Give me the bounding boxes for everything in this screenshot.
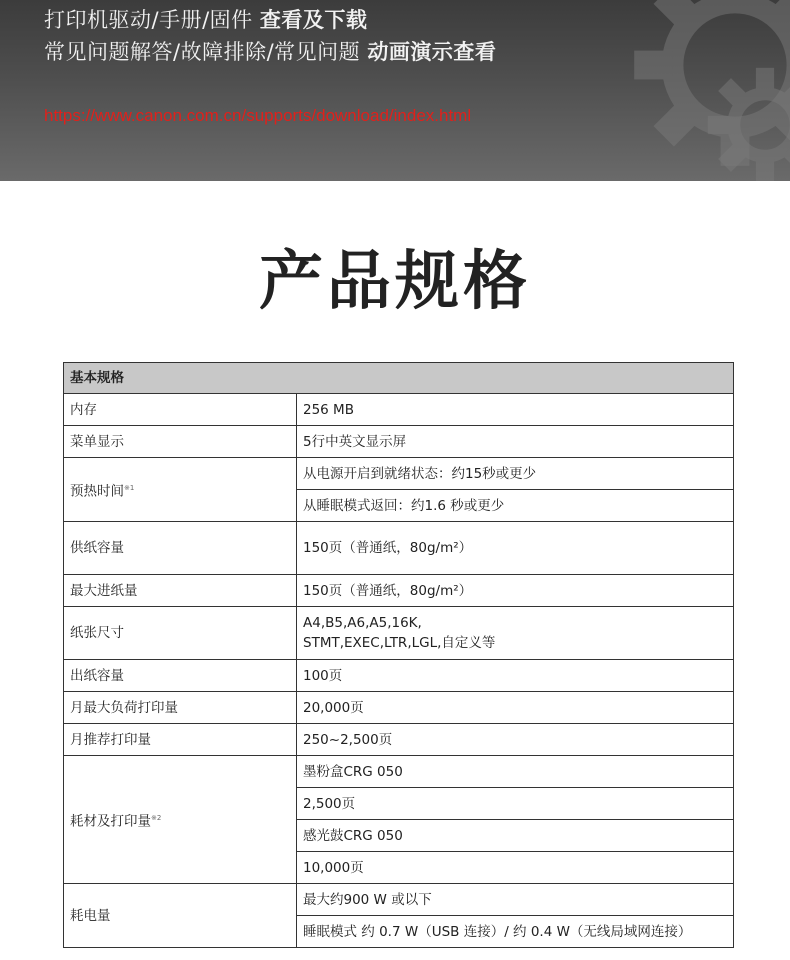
warmup-label: 预热时间: [70, 483, 124, 500]
support-url[interactable]: https://www.canon.com.cn/supports/download/index.html: [44, 106, 472, 125]
row-value: 250~2,500页: [297, 724, 734, 756]
row-key-consumables: [64, 756, 297, 884]
row-value: 从电源开启到就绪状态：约15秒或更少: [297, 458, 734, 490]
consumables-label: 耗材及打印量: [70, 813, 151, 830]
table-row: [64, 724, 734, 756]
spec-table: [63, 362, 734, 948]
table-row: [64, 607, 734, 660]
table-row: [64, 458, 734, 490]
row-value: 150页（普通纸，80g/m²）: [297, 575, 734, 607]
row-key: 月推荐打印量: [64, 724, 297, 756]
row-value: 从睡眠模式返回：约1.6 秒或更少: [297, 490, 734, 522]
table-row: [64, 426, 734, 458]
row-value: 墨粉盒CRG 050: [297, 756, 734, 788]
banner-drivers-link[interactable]: 查看及下载: [259, 8, 368, 32]
row-key: 供纸容量: [64, 522, 297, 575]
table-row: [64, 522, 734, 575]
row-value: 256 MB: [297, 394, 734, 426]
table-row: [64, 660, 734, 692]
row-value: 感光鼓CRG 050: [297, 820, 734, 852]
table-row: [64, 884, 734, 916]
row-key: 月最大负荷打印量: [64, 692, 297, 724]
row-value: 150页（普通纸，80g/m²）: [297, 522, 734, 575]
row-value: 10,000页: [297, 852, 734, 884]
banner-faq-text: 常见问题解答/故障排除/常见问题: [44, 40, 368, 64]
footnote-marker: ※1: [124, 483, 135, 492]
row-value: 5行中英文显示屏: [297, 426, 734, 458]
banner-drivers-text: 打印机驱动/手册/固件: [44, 8, 260, 32]
top-banner: [0, 0, 790, 181]
row-value: 2,500页: [297, 788, 734, 820]
row-key: 耗电量: [64, 884, 297, 948]
gear-icon: [700, 60, 790, 181]
row-value: 最大约900 W 或以下: [297, 884, 734, 916]
row-key: 出纸容量: [64, 660, 297, 692]
table-row: [64, 394, 734, 426]
row-value-paper-size: [297, 607, 734, 660]
row-key: 最大进纸量: [64, 575, 297, 607]
banner-line-faq: [44, 36, 496, 66]
table-row: [64, 692, 734, 724]
row-value: 睡眠模式 约 0.7 W（USB 连接）/ 约 0.4 W（无线局域网连接）: [297, 916, 734, 948]
table-row: [64, 756, 734, 788]
table-row: [64, 575, 734, 607]
row-key: 内存: [64, 394, 297, 426]
row-key-warmup: [64, 458, 297, 522]
row-key: 菜单显示: [64, 426, 297, 458]
row-key: 纸张尺寸: [64, 607, 297, 660]
row-value: 100页: [297, 660, 734, 692]
table-header-row: [64, 363, 734, 394]
banner-line-drivers: [44, 4, 367, 34]
paper-size-line: A4,B5,A6,A5,16K,: [303, 615, 422, 631]
footnote-marker: ※2: [151, 813, 162, 822]
table-header: 基本规格: [64, 363, 734, 394]
row-value: 20,000页: [297, 692, 734, 724]
banner-faq-link[interactable]: 动画演示查看: [367, 40, 497, 64]
paper-size-line: STMT,EXEC,LTR,LGL,自定义等: [303, 635, 496, 651]
page-title: 产品规格: [259, 245, 531, 319]
